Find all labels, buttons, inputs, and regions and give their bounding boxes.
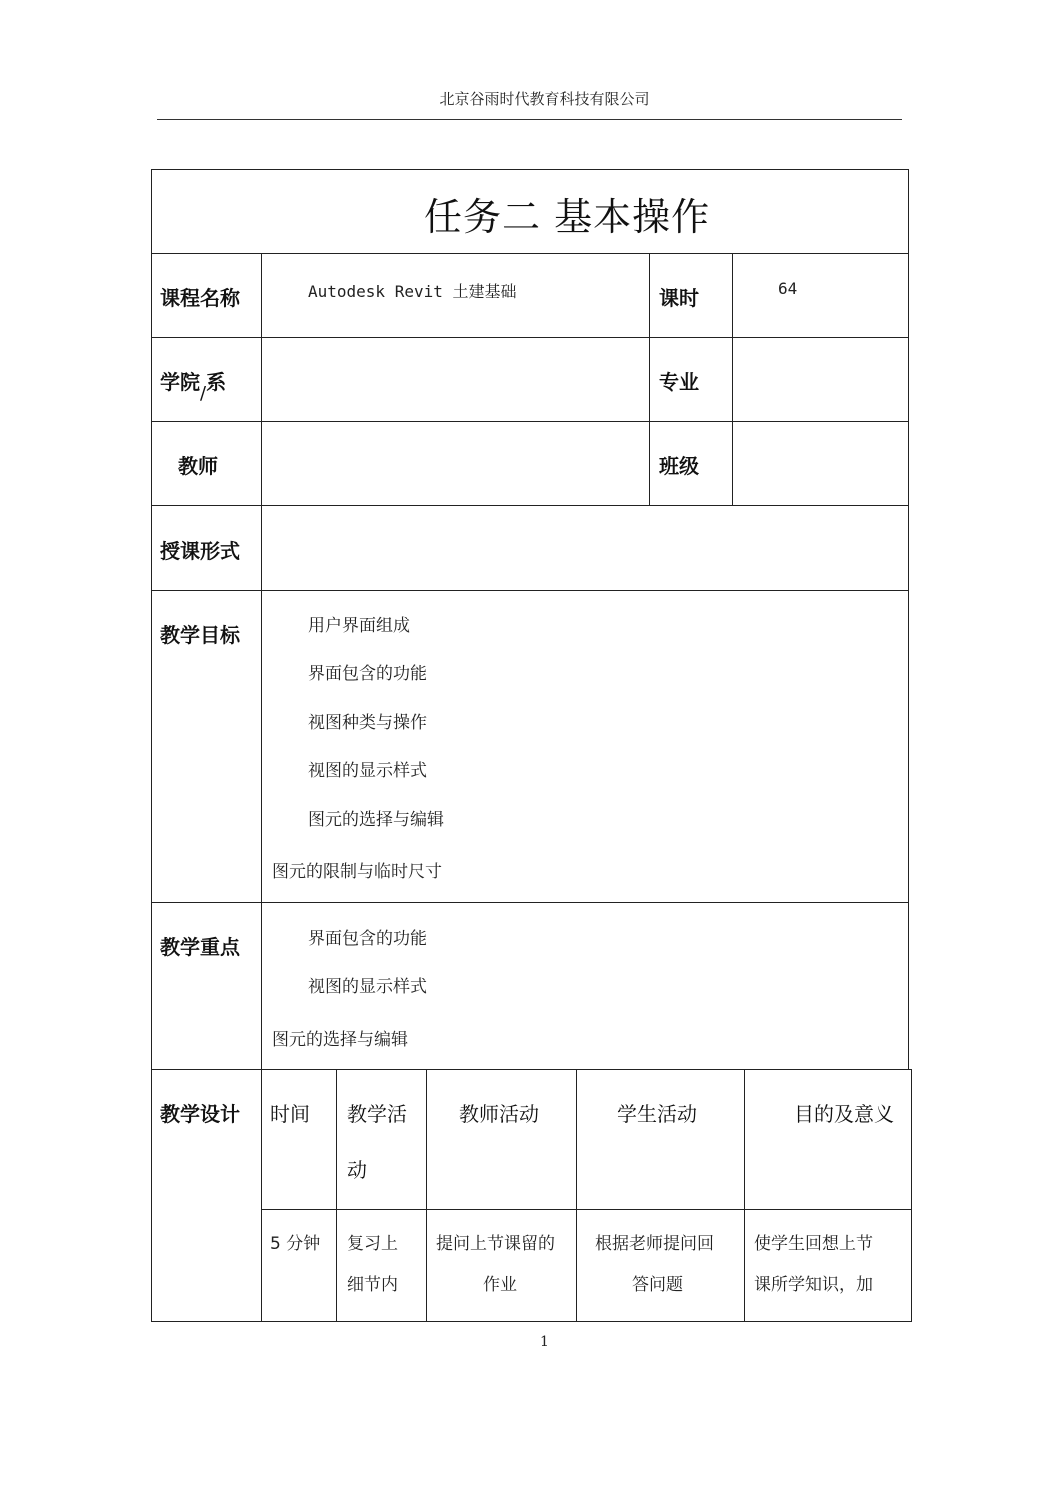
- row-divider: [151, 337, 909, 338]
- design-cell-teacher-1: 提问上节课留的: [436, 1234, 555, 1254]
- college-label-a: 学院: [160, 370, 200, 394]
- college-label-b: 系: [206, 370, 227, 394]
- key-point-item: 图元的选择与编辑: [272, 1030, 408, 1050]
- lesson-title: 任务二 基本操作: [424, 195, 711, 239]
- key-point-item: 界面包含的功能: [308, 929, 427, 949]
- row-divider: [151, 421, 909, 422]
- objectives-label: 教学目标: [160, 623, 240, 647]
- course-name-value: Autodesk Revit 土建基础: [308, 282, 517, 301]
- objective-item: 用户界面组成: [308, 616, 410, 636]
- design-header-teacher: 教师活动: [459, 1102, 539, 1126]
- row-divider: [151, 902, 909, 903]
- col-divider: [732, 253, 733, 505]
- col-divider: [744, 1069, 745, 1322]
- row-divider: [151, 253, 909, 254]
- row-divider: [261, 1209, 912, 1210]
- college-label-slash: /: [200, 383, 207, 404]
- objective-item: 界面包含的功能: [308, 664, 427, 684]
- objective-item: 图元的选择与编辑: [308, 810, 444, 830]
- key-point-item: 视图的显示样式: [308, 977, 427, 997]
- teaching-form-label: 授课形式: [160, 539, 240, 563]
- design-cell-teacher-2: 作业: [483, 1275, 517, 1295]
- page-number: 1: [540, 1334, 549, 1350]
- design-header-activity-1: 教学活: [347, 1102, 407, 1126]
- design-cell-time: 5 分钟: [270, 1234, 321, 1254]
- design-header-purpose: 目的及意义: [794, 1102, 894, 1126]
- col-divider: [336, 1069, 337, 1322]
- major-label: 专业: [659, 370, 699, 394]
- objective-item: 视图种类与操作: [308, 713, 427, 733]
- row-divider: [151, 590, 909, 591]
- design-cell-activity-1: 复习上: [347, 1234, 398, 1254]
- design-cell-student-1: 根据老师提问回: [595, 1234, 714, 1254]
- design-label: 教学设计: [160, 1102, 240, 1126]
- design-cell-activity-2: 细节内: [347, 1275, 398, 1295]
- design-header-time: 时间: [270, 1102, 310, 1126]
- header-rule: [157, 119, 902, 120]
- row-divider: [151, 505, 909, 506]
- col-divider: [261, 253, 262, 1070]
- col-divider: [426, 1069, 427, 1322]
- col-divider: [261, 1069, 262, 1322]
- design-header-student: 学生活动: [617, 1102, 697, 1126]
- hours-label: 课时: [659, 286, 699, 310]
- objective-item: 图元的限制与临时尺寸: [272, 862, 442, 882]
- college-label: [160, 366, 227, 404]
- design-cell-student-2: 答问题: [632, 1275, 683, 1295]
- hours-value: 64: [778, 279, 798, 298]
- design-header-activity-2: 动: [347, 1158, 367, 1182]
- key-points-label: 教学重点: [160, 935, 240, 959]
- class-label: 班级: [659, 454, 699, 478]
- lesson-table: [151, 169, 909, 1070]
- design-cell-purpose-1: 使学生回想上节: [754, 1234, 873, 1254]
- design-cell-purpose-2: 课所学知识，加: [754, 1275, 873, 1295]
- course-name-label: 课程名称: [160, 286, 240, 310]
- page-header-company: 北京谷雨时代教育科技有限公司: [439, 90, 650, 108]
- col-divider: [649, 253, 650, 505]
- teacher-label: 教师: [178, 454, 218, 478]
- col-divider: [576, 1069, 577, 1322]
- objective-item: 视图的显示样式: [308, 761, 427, 781]
